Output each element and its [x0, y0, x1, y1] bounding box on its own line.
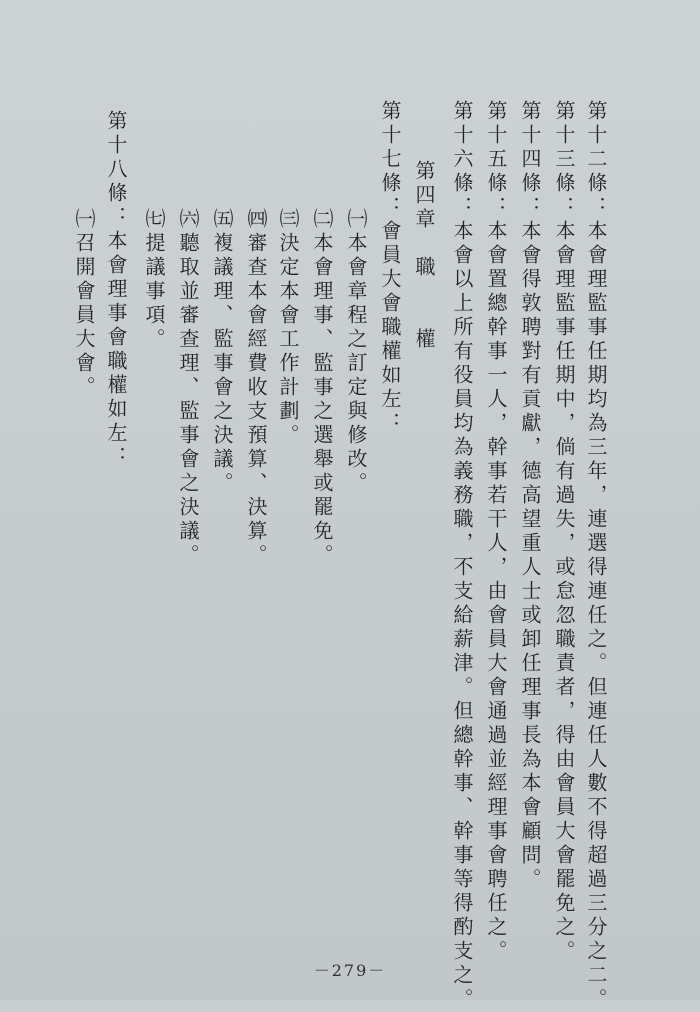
article-16: 第十六條：本會以上所有役員均為義務職，不支給薪津。但總幹事、幹事等得酌支之。 — [450, 100, 474, 1012]
article-13: 第十三條：本會理監事任期中，倘有過失，或怠忽職責者，得由會員大會罷免之。 — [552, 100, 576, 964]
article-15: 第十五條：本會置總幹事一人，幹事若干人，由會員大會通過並經理事會聘任之。 — [484, 100, 508, 964]
article-17-item: ㈣審查本會經費收支預算、決算。 — [244, 208, 268, 568]
article-12: 第十二條：本會理監事任期均為三年，連選得連任之。但連任人數不得超過三分之二。 — [584, 100, 608, 1012]
article-17-item: ㈠本會章程之訂定與修改。 — [344, 208, 368, 496]
chapter-heading: 第四章 職 權 — [412, 160, 436, 352]
article-14: 第十四條：本會得敦聘對有貢獻，德高望重人士或卸任理事長為本會顧問。 — [518, 100, 542, 892]
article-17-item: ㈢決定本會工作計劃。 — [276, 208, 300, 448]
article-17-item: ㈡本會理事、監事之選舉或罷免。 — [310, 208, 334, 568]
page-number: －279－ — [313, 961, 387, 980]
article-18-heading: 第十八條：本會理事會職權如左： — [104, 110, 128, 470]
article-17-item: ㈤複議理、監事會之決議。 — [210, 208, 234, 496]
article-17-item: ㈦提議事項。 — [142, 208, 166, 352]
article-17-heading: 第十七條：會員大會職權如左： — [378, 100, 402, 436]
article-18-item: ㈠召開會員大會。 — [72, 208, 96, 400]
article-17-item: ㈥聽取並審查理、監事會之決議。 — [176, 208, 200, 568]
